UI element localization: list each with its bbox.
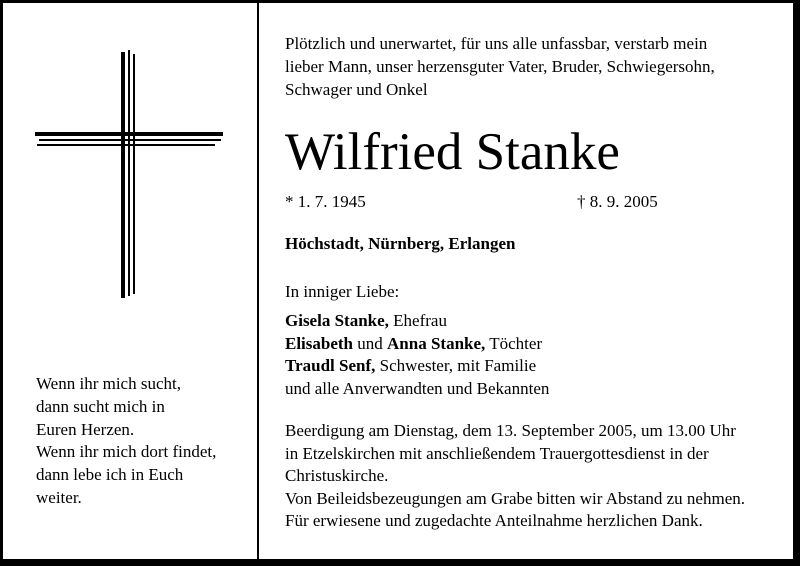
- intro-line: lieber Mann, unser herzensguter Vater, Bruder, Schwiegersohn,: [285, 57, 715, 76]
- cross-icon: [33, 48, 223, 298]
- family-row: [285, 378, 549, 401]
- funeral-details: [285, 420, 745, 533]
- family-row: [285, 310, 549, 333]
- funeral-line: in Etzelskirchen mit anschließendem Trauergottesdienst in der: [285, 443, 709, 463]
- deceased-name: Wilfried Stanke: [285, 123, 620, 181]
- family-list: [285, 310, 549, 400]
- verse-line: Wenn ihr mich sucht,: [36, 374, 181, 393]
- love-line: In inniger Liebe:: [285, 282, 400, 301]
- family-relation: Töchter: [485, 333, 543, 353]
- family-row: [285, 333, 549, 356]
- family-relation: und alle Anverwandten und Bekannten: [285, 378, 550, 398]
- life-dates: [285, 191, 665, 213]
- family-relation: und: [353, 333, 388, 353]
- family-relation: Ehefrau: [388, 311, 447, 330]
- funeral-line: Für erwiesene und zugedachte Anteilnahme herzlichen Dank.: [285, 511, 703, 531]
- family-row: [285, 355, 549, 378]
- verse-line: Euren Herzen.: [36, 419, 135, 439]
- family-relation: Schwester, mit Familie: [375, 356, 537, 376]
- death-date: † 8. 9. 2005: [577, 192, 658, 211]
- intro-line: Schwager und Onkel: [285, 80, 428, 99]
- family-member-name: Traudl Senf,: [285, 356, 376, 376]
- family-member-name: Anna Stanke,: [387, 333, 486, 353]
- verse-line: weiter.: [36, 487, 82, 507]
- column-divider: [257, 0, 259, 566]
- verse-block: [36, 373, 251, 510]
- verse-line: dann sucht mich in: [36, 396, 165, 416]
- family-member-name: Gisela Stanke,: [285, 311, 389, 330]
- verse-line: Wenn ihr mich dort findet,: [36, 442, 217, 462]
- intro-line: Plötzlich und unerwartet, für uns alle unfassbar, verstarb mein: [285, 34, 708, 53]
- verse-line: dann lebe ich in Euch: [36, 465, 184, 485]
- intro-text: [285, 32, 715, 101]
- birth-date: * 1. 7. 1945: [285, 192, 366, 211]
- family-member-name: Elisabeth: [285, 333, 354, 353]
- funeral-line: Christuskirche.: [285, 466, 389, 486]
- funeral-line: Beerdigung am Dienstag, dem 13. September 2005, um 13.00 Uhr: [285, 421, 736, 440]
- places: Höchstadt, Nürnberg, Erlangen: [285, 234, 516, 253]
- funeral-line: Von Beileidsbezeugungen am Grabe bitten wir Abstand zu nehmen.: [285, 488, 745, 508]
